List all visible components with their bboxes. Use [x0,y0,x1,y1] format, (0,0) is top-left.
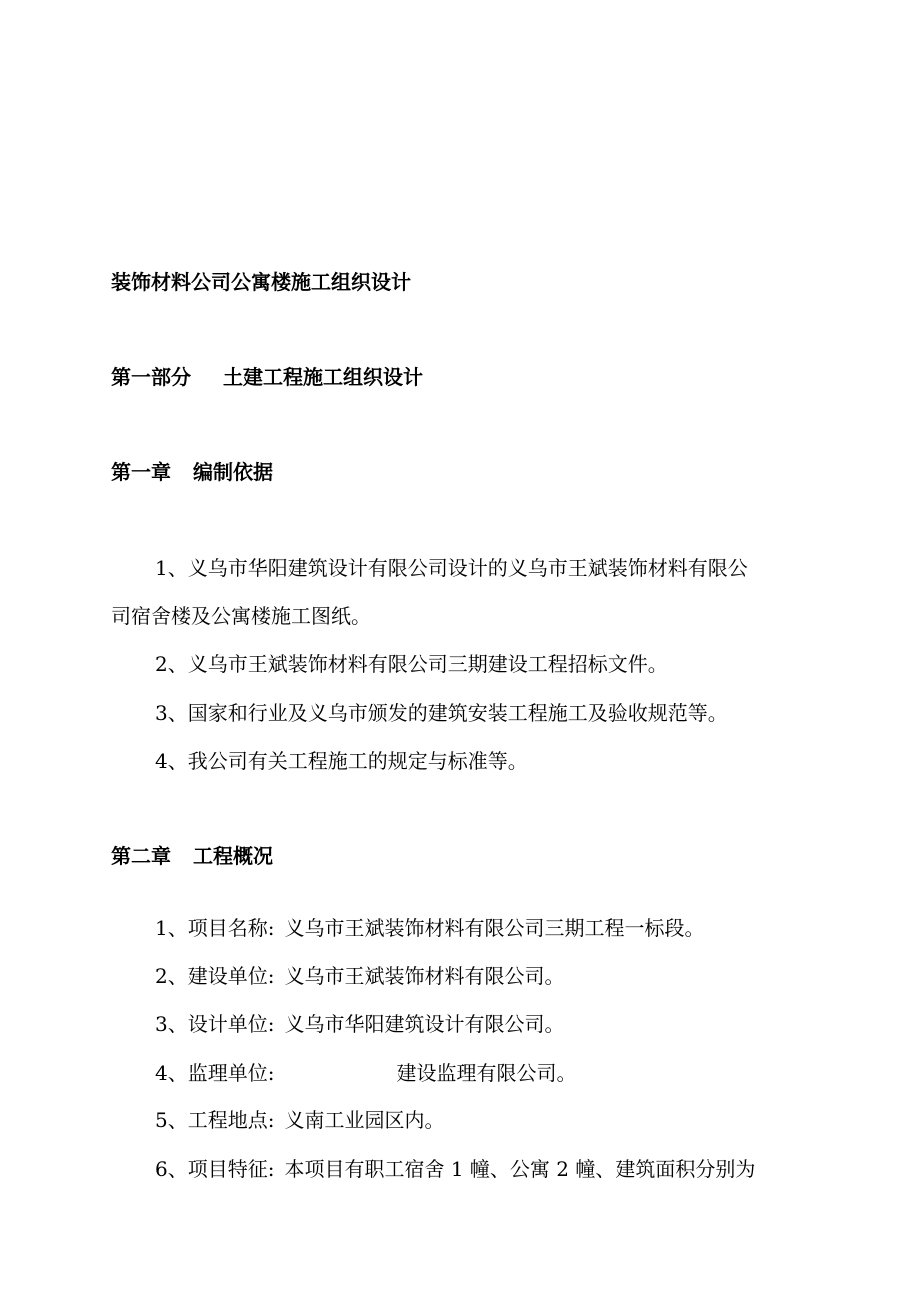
item-label: 3、设计单位: [155,1012,275,1036]
item-value: 义乌市华阳建筑设计有限公司。 [284,1012,565,1036]
item-label: 2、建设单位: [155,964,275,988]
chapter2-name: 工程概况 [193,844,273,868]
item-value: 义乌市王斌装饰材料有限公司三期工程一标段。 [284,916,705,940]
part-label: 第一部分 [111,365,191,389]
item-value: 义乌市王斌装饰材料有限公司。 [284,964,565,988]
part-name: 土建工程施工组织设计 [223,365,423,389]
chapter1-label: 第一章 [111,460,171,484]
chapter2-item-1 [155,916,704,940]
chapter2-item-4 [155,1061,576,1085]
item-label: 1、项目名称: [155,916,275,940]
chapter2-item-6 [155,1157,755,1181]
chapter1-item-3: 3、国家和行业及义乌市颁发的建筑安装工程施工及验收规范等。 [155,701,728,725]
item-value: 本项目有职工宿舍 1 幢、公寓 2 幢、建筑面积分别为 [284,1157,756,1181]
part-heading [111,365,423,389]
chapter2-heading [111,844,273,868]
chapter2-label: 第二章 [111,844,171,868]
item-label: 4、监理单位: [155,1061,275,1085]
item-label: 5、工程地点: [155,1108,275,1132]
chapter2-item-3 [155,1012,564,1036]
chapter1-item-1-cont: 司宿舍楼及公寓楼施工图纸。 [111,604,371,628]
chapter2-item-5 [155,1108,444,1132]
chapter1-item-4: 4、我公司有关工程施工的规定与标准等。 [155,749,528,773]
item-value: 建设监理有限公司。 [396,1061,577,1085]
chapter2-item-2 [155,964,564,988]
chapter1-heading [111,460,273,484]
chapter1-item-1: 1、义乌市华阳建筑设计有限公司设计的义乌市王斌装饰材料有限公 [155,556,748,580]
item-label: 6、项目特征: [155,1157,275,1181]
document-title: 装饰材料公司公寓楼施工组织设计 [111,270,411,294]
chapter1-name: 编制依据 [193,460,273,484]
chapter1-item-2: 2、义乌市王斌装饰材料有限公司三期建设工程招标文件。 [155,652,668,676]
item-value: 义南工业园区内。 [284,1108,445,1132]
